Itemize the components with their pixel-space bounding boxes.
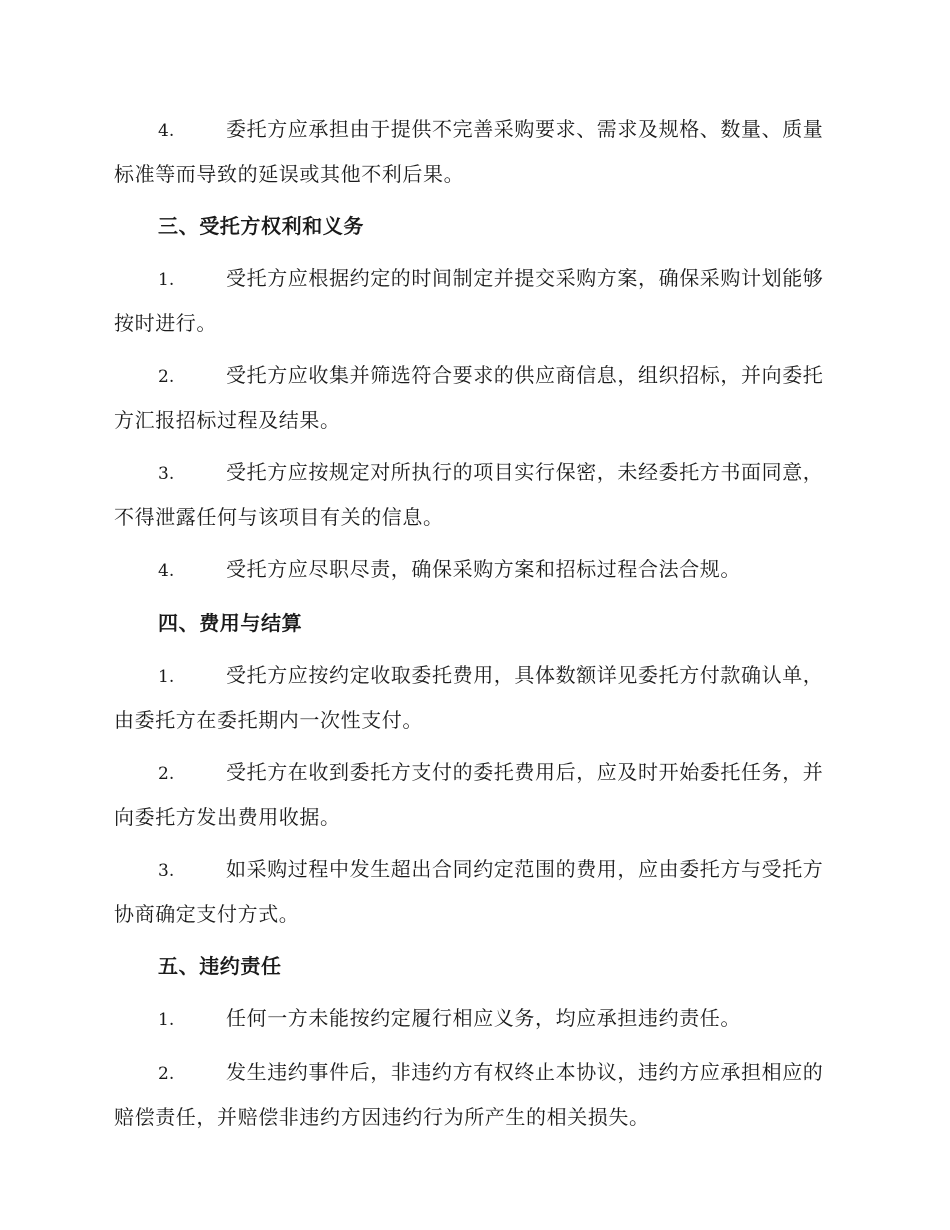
clause-text: 任何一方未能按约定履行相应义务，均应承担违约责任。 xyxy=(226,1006,741,1030)
clause-text: 发生违约事件后，非违约方有权终止本协议，违约方应承担相应的赔偿责任，并赔偿非违约方因违约行为所产生的相关损失。 xyxy=(114,1060,824,1129)
clause-number: 3. xyxy=(158,464,175,484)
clause-text: 受托方应尽职尽责，确保采购方案和招标过程合法合规。 xyxy=(226,557,741,581)
section-heading: 五、违约责任 xyxy=(158,954,282,978)
clause-text: 如采购过程中发生超出合同约定范围的费用，应由委托方与受托方协商确定支付方式。 xyxy=(114,857,824,926)
clause-number: 2. xyxy=(158,1064,175,1084)
clause-paragraph xyxy=(114,548,834,593)
clause-text: 受托方应收集并筛选符合要求的供应商信息，组织招标，并向委托方汇报招标过程及结果。 xyxy=(114,363,824,432)
clause-number: 1. xyxy=(158,667,175,687)
clause-text: 受托方应按规定对所执行的项目实行保密，未经委托方书面同意，不得泄露任何与该项目有关的信息。 xyxy=(114,460,824,529)
clause-paragraph xyxy=(114,451,834,539)
clause-paragraph xyxy=(114,848,834,936)
clause-number: 1. xyxy=(158,1010,175,1030)
clause-text: 受托方应根据约定的时间制定并提交采购方案，确保采购计划能够按时进行。 xyxy=(114,266,824,335)
clause-text: 受托方应按约定收取委托费用，具体数额详见委托方付款确认单，由委托方在委托期内一次性支付。 xyxy=(114,663,824,732)
clause-paragraph xyxy=(114,751,834,839)
clause-paragraph xyxy=(114,1051,834,1139)
clause-paragraph xyxy=(114,108,834,196)
document-body xyxy=(114,108,834,1148)
clause-text: 受托方在收到委托方支付的委托费用后，应及时开始委托任务，并向委托方发出费用收据。 xyxy=(114,760,824,829)
clause-number: 1. xyxy=(158,270,175,290)
clause-paragraph xyxy=(114,997,834,1042)
clause-text: 委托方应承担由于提供不完善采购要求、需求及规格、数量、质量标准等而导致的延误或其他不利后果。 xyxy=(114,117,824,186)
clause-number: 3. xyxy=(158,861,175,881)
clause-paragraph xyxy=(114,354,834,442)
clause-number: 4. xyxy=(158,561,175,581)
section-heading: 三、受托方权利和义务 xyxy=(158,214,364,238)
clause-number: 4. xyxy=(158,121,175,141)
clause-paragraph xyxy=(114,257,834,345)
clause-paragraph xyxy=(114,654,834,742)
clause-number: 2. xyxy=(158,367,175,387)
section-heading: 四、费用与结算 xyxy=(158,611,303,635)
clause-number: 2. xyxy=(158,764,175,784)
